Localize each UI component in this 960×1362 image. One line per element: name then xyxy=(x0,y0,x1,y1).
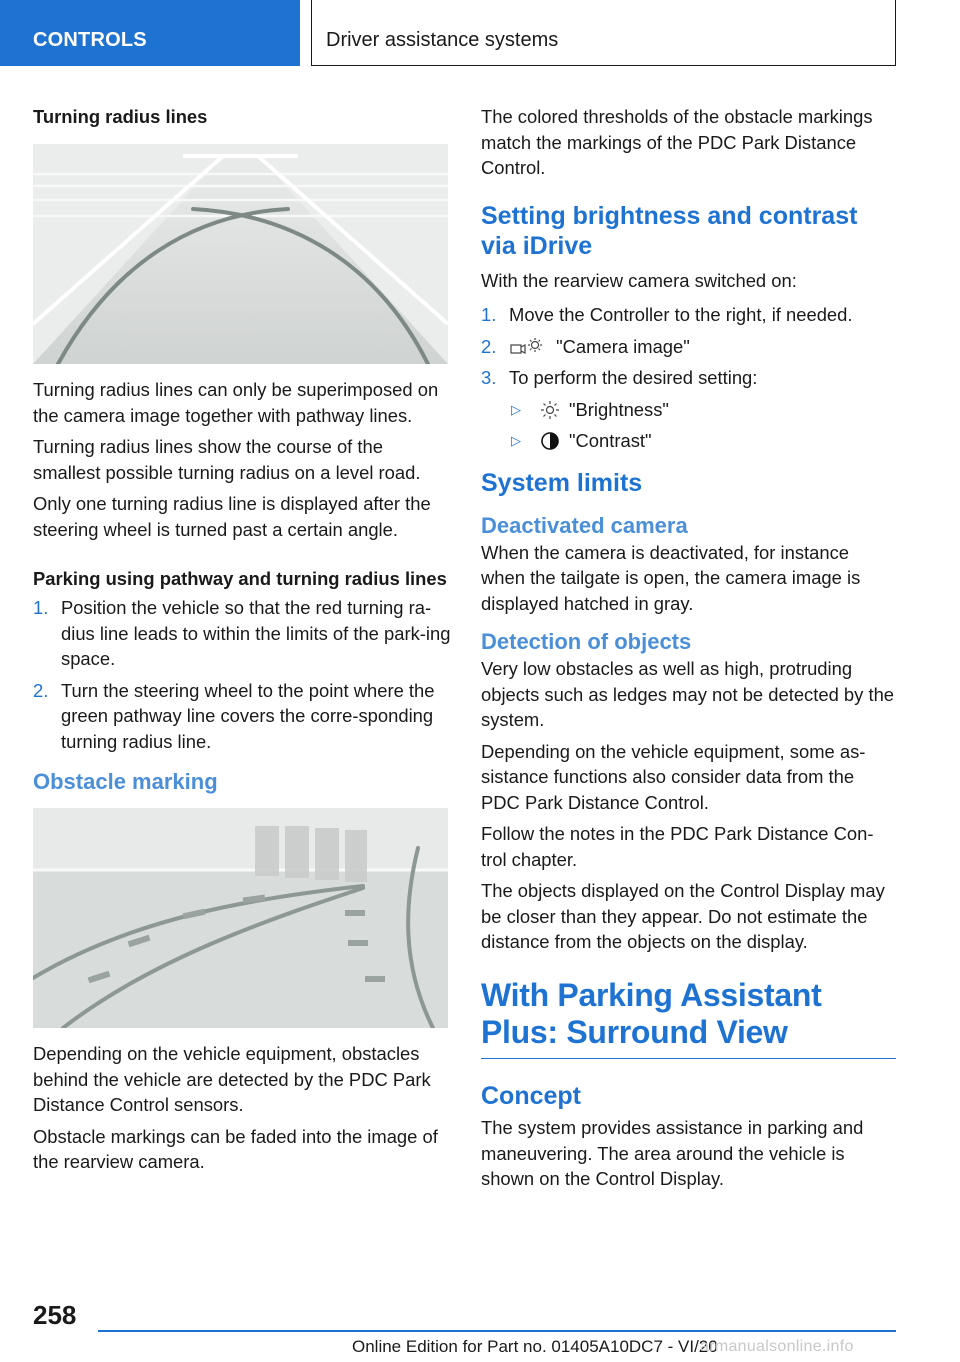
parking-steps xyxy=(33,595,451,754)
obstacle-marking-heading: Obstacle marking xyxy=(33,769,218,794)
turning-radius-figure xyxy=(33,144,448,364)
deactivated-camera-heading: Deactivated camera xyxy=(481,512,688,538)
brightness-option-label: "Brightness" xyxy=(569,398,669,420)
turning-radius-illustration xyxy=(33,144,448,364)
triangle-right-icon: ▷ xyxy=(511,401,521,417)
footer-edition: Online Edition for Part no. 01405A10DC7 - VI/20 xyxy=(352,1337,718,1356)
header-section-label: CONTROLS xyxy=(33,29,147,51)
brightness-contrast-heading: Setting brightness and contrast via iDrive xyxy=(481,201,858,260)
turning-radius-heading: Turning radius lines xyxy=(33,106,208,127)
step-number: 3. xyxy=(481,367,497,388)
step-text: "Camera image" xyxy=(556,335,690,357)
triangle-right-icon: ▷ xyxy=(511,433,521,448)
brightness-icon xyxy=(539,400,561,420)
concept-heading: Concept xyxy=(481,1082,581,1110)
list-item xyxy=(481,397,896,423)
step-number: 2. xyxy=(33,679,49,701)
left-column xyxy=(33,104,451,1181)
contrast-option-label: "Contrast" xyxy=(569,430,652,451)
system-limits-heading: System limits xyxy=(481,468,643,497)
page-number: 258 xyxy=(33,1300,77,1330)
concept-paragraph: The system provides assistance in parking and maneuvering. The area around the vehicle is shown on the Control Display. xyxy=(481,1117,864,1189)
detection-paragraph-4: The objects displayed on the Control Display may be closer than they appear. Do not estimate the distance from the objects on the display. xyxy=(481,880,885,952)
brightness-steps xyxy=(481,302,896,391)
step-text: Move the Controller to the right, if needed. xyxy=(509,304,853,325)
deactivated-paragraph: When the camera is deactivated, for instance when the tailgate is open, the camera image is displayed hatched in gray. xyxy=(481,541,861,614)
detection-paragraph-1: Very low obstacles as well as high, protruding objects such as ledges may not be detected by the system. xyxy=(481,658,895,730)
camera-settings-icon xyxy=(509,337,545,357)
turning-radius-paragraph-3: Only one turning radius line is displayed after the steering wheel is turned past a certain angle. xyxy=(33,493,431,540)
list-item xyxy=(33,678,451,755)
header-section-tab xyxy=(0,0,300,66)
step-text: To perform the desired setting: xyxy=(509,367,758,388)
detection-paragraph-2: Depending on the vehicle equipment, some as‐sistance functions also consider data from the PDC Park Distance Control. xyxy=(481,740,866,813)
obstacle-marking-illustration xyxy=(33,808,448,1028)
step-text: Turn the steering wheel to the point where the green pathway line covers the corre‐sponding turning radius line. xyxy=(61,679,435,752)
list-item xyxy=(481,428,896,454)
right-column xyxy=(481,104,896,1198)
turning-radius-paragraph-2: Turning radius lines show the course of the smallest possible turning radius on a level road. xyxy=(33,436,421,483)
surround-view-heading: With Parking Assistant Plus: Surround View xyxy=(481,976,822,1050)
contrast-icon xyxy=(539,431,561,451)
obstacle-paragraph-2: Obstacle markings can be faded into the image of the rearview camera. xyxy=(33,1125,438,1172)
detection-heading: Detection of objects xyxy=(481,629,692,654)
list-item xyxy=(33,595,451,672)
parking-heading: Parking using pathway and turning radius lines xyxy=(33,568,447,589)
header-chapter-label: Driver assistance systems xyxy=(326,29,559,51)
detection-paragraph-3: Follow the notes in the PDC Park Distance Con‐trol chapter. xyxy=(481,823,874,870)
footer-watermark: armanualsonline.info xyxy=(700,1338,854,1355)
step-number: 1. xyxy=(33,597,49,618)
step-text: Position the vehicle so that the red turning ra‐dius line leads to within the limits of the park‐ing space. xyxy=(61,597,451,669)
turning-radius-paragraph-1: Turning radius lines can only be superimposed on the camera image together with pathway lines. xyxy=(33,379,439,426)
thresholds-paragraph: The colored thresholds of the obstacle markings match the markings of the PDC Park Distance Control. xyxy=(481,106,873,178)
list-item xyxy=(481,365,896,391)
step-number: 2. xyxy=(481,335,497,357)
heading-divider xyxy=(481,1058,896,1060)
obstacle-paragraph-1: Depending on the vehicle equipment, obstacles behind the vehicle are detected by the PDC Park Distance Control sensors. xyxy=(33,1043,431,1115)
header-chapter-tab xyxy=(311,0,896,66)
step-number: 1. xyxy=(481,304,497,325)
list-item xyxy=(481,302,896,328)
brightness-intro: With the rearview camera switched on: xyxy=(481,269,797,291)
footer-divider xyxy=(98,1330,896,1332)
obstacle-marking-figure xyxy=(33,808,448,1028)
list-item xyxy=(481,334,896,360)
